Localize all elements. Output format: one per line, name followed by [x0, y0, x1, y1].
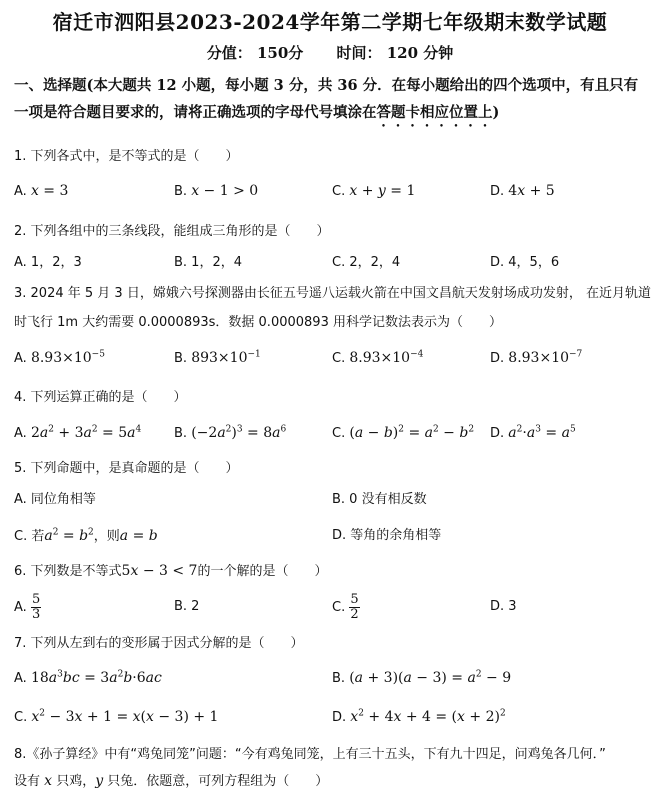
option-b: B. 0 没有相反数	[332, 492, 427, 507]
question-7-stem: 7. 下列从左到右的变形属于因式分解的是（ ）	[14, 636, 304, 651]
option-b: B. 2	[174, 599, 200, 614]
question-3-options	[14, 344, 654, 372]
option-c: C. $x^2 - 3x + 1 = x(x - 3) + 1$	[14, 708, 219, 725]
option-c: C. $(a - b)^2 = a^2 - b^2$	[332, 424, 475, 441]
option-b: B. $(-2a^2)^3 = 8a^6$	[174, 424, 287, 441]
option-b: B. $(a + 3)(a - 3) = a^2 - 9$	[332, 669, 512, 686]
option-a: A. 1，2，3	[14, 255, 82, 270]
option-d: D. 4，5，6	[490, 255, 560, 270]
score-label: 分值： 150分	[206, 44, 304, 62]
question-5-options-row2	[14, 522, 654, 550]
question-5-stem: 5. 下列命题中，是真命题的是（ ）	[14, 461, 239, 476]
option-c: C. 若$a^2 = b^2$，则a = b	[14, 527, 158, 544]
time-label: 时间： 120 分钟	[336, 44, 454, 62]
question-6-options	[14, 593, 654, 629]
option-b: B. x − 1 > 0	[174, 183, 259, 199]
option-d: D. 4x + 5	[490, 183, 555, 199]
question-5-options-row1	[14, 486, 654, 514]
exam-meta	[0, 42, 660, 63]
question-1-stem: 1. 下列各式中，是不等式的是（ ）	[14, 149, 239, 164]
question-8-stem: 8.《孙子算经》中有“鸡兔同笼”问题：“今有鸡兔同笼，上有三十五头，下有九十四足，问鸡兔各几何．”	[14, 747, 606, 762]
option-b: B. $893\times 10^{-1}$	[174, 349, 261, 366]
option-d: D. 3	[490, 599, 517, 614]
question-8-line2: 设有 x 只鸡，y 只兔．依题意，可列方程组为（ ）	[14, 773, 329, 789]
option-a: A. $8.93\times 10^{-5}$	[14, 349, 105, 366]
question-4-stem: 4. 下列运算正确的是（ ）	[14, 390, 187, 405]
question-7-options-row1	[14, 664, 654, 692]
option-d: D. 等角的余角相等	[332, 528, 442, 543]
option-d: D. $a^2\cdot a^3 = a^5$	[490, 424, 576, 441]
option-c: C. $8.93\times 10^{-4}$	[332, 349, 424, 366]
option-d: D. $8.93\times 10^{-7}$	[490, 349, 583, 366]
option-b: B. 1，2，4	[174, 255, 242, 270]
option-a: A. 同位角相等	[14, 492, 96, 507]
question-7-options-row2	[14, 703, 654, 731]
option-a: A. x = 3	[14, 183, 69, 199]
option-c: C. $\frac{5}{2}$	[332, 592, 359, 622]
question-3-stem: 3. 2024 年 5 月 3 日，嫦娥六号探测器由长征五号遥八运载火箭在中国文昌航天发射场成功发射， 在近月轨道时飞行 1m 大约需要 0.0000893s．数据 0.0000893 用科学记数法表示为（ ）	[14, 286, 651, 330]
section-heading: 一、选择题(本大题共 12 小题，每小题 3 分，共 36 分．在每小题给出的四个选项中，有且只有一项是符合题目要求的，请将正确选项的字母代号填涂在答题卡相应位置上)	[14, 77, 639, 121]
option-a: A. $\frac{5}{3}$	[14, 592, 41, 622]
question-2-stem: 2. 下列各组中的三条线段，能组成三角形的是（ ）	[14, 224, 330, 239]
option-a: A. $2a^2 + 3a^2 = 5a^4$	[14, 424, 142, 441]
question-4-options	[14, 419, 654, 447]
page-title: 宿迁市泗阳县2023-2024学年第二学期七年级期末数学试题	[52, 10, 608, 34]
question-2-options	[14, 249, 654, 277]
option-c: C. 2，2，4	[332, 255, 401, 270]
question-1-options	[14, 177, 654, 205]
emphasis-text: 答题卡相应位置上	[376, 104, 493, 121]
option-c: C. x + y = 1	[332, 183, 416, 199]
option-a: A. $18a^3bc = 3a^2b\cdot 6ac$	[14, 669, 162, 686]
question-6-stem: 6. 下列数是不等式5x − 3 < 7的一个解的是（ ）	[14, 563, 328, 579]
option-d: D. $x^2 + 4x + 4 = (x + 2)^2$	[332, 708, 506, 725]
